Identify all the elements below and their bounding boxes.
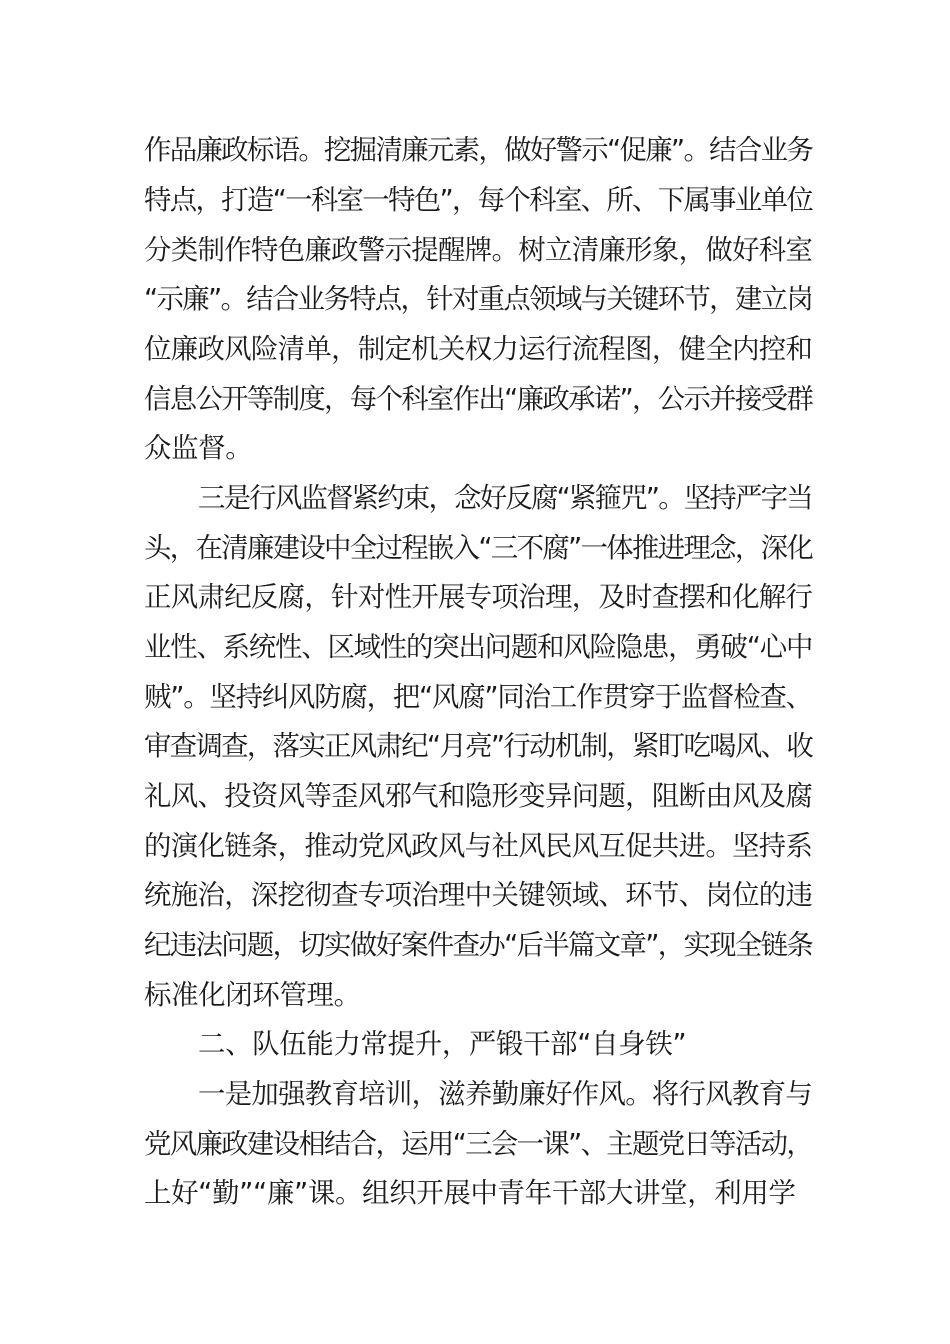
text-line: 特点，打造“一科室一特色”，每个科室、所、下属事业单位 — [144, 185, 813, 216]
text-line: 头，在清廉建设中全过程嵌入“三不腐”一体推进理念，深化 — [144, 533, 813, 564]
text-line: 业性、系统性、区域性的突出问题和风险隐患，勇破“心中 — [144, 632, 813, 663]
text-line: 贼”。坚持纠风防腐，把“风腐”同治工作贯穿于监督检查、 — [144, 682, 812, 713]
text-line: 统施治，深挖彻查专项治理中关键领域、环节、岗位的违 — [144, 880, 813, 911]
paragraph-first-line: 三是行风监督紧约束，念好反腐“紧箍咒”。坚持严字当 — [198, 483, 812, 514]
text-line: 党风廉政建设相结合，运用“三会一课”、主题党日等活动， — [144, 1129, 813, 1160]
text-line: 众监督。 — [144, 433, 253, 464]
text-line: 分类制作特色廉政警示提醒牌。树立清廉形象，做好科室 — [144, 235, 813, 266]
text-line: 上好“勤”“廉”课。组织开展中青年干部大讲堂，利用学 — [144, 1178, 796, 1209]
text-line: 标准化闭环管理。 — [144, 980, 361, 1011]
text-line: “示廉”。结合业务特点，针对重点领域与关键环节，建立岗 — [144, 284, 813, 315]
text-line: 正风肃纪反腐，针对性开展专项治理，及时查摆和化解行 — [144, 582, 813, 613]
paragraph-first-line: 一是加强教育培训，滋养勤廉好作风。将行风教育与 — [198, 1079, 813, 1110]
text-line: 审查调查，落实正风肃纪“月亮”行动机制，紧盯吃喝风、收 — [144, 731, 813, 762]
text-line: 礼风、投资风等歪风邪气和隐形变异问题，阻断由风及腐 — [144, 781, 813, 812]
text-line: 位廉政风险清单，制定机关权力运行流程图，健全内控和 — [144, 334, 813, 365]
section-heading: 二、队伍能力常提升，严锻干部“自身铁” — [198, 1029, 687, 1060]
text-line: 信息公开等制度，每个科室作出“廉政承诺”，公示并接受群 — [144, 384, 813, 415]
text-line: 作品廉政标语。挖掘清廉元素，做好警示“促廉”。结合业务 — [144, 135, 813, 166]
text-line: 的演化链条，推动党风政风与社风民风互促共进。坚持系 — [144, 831, 813, 862]
text-line: 纪违法问题，切实做好案件查办“后半篇文章”，实现全链条 — [144, 930, 813, 961]
